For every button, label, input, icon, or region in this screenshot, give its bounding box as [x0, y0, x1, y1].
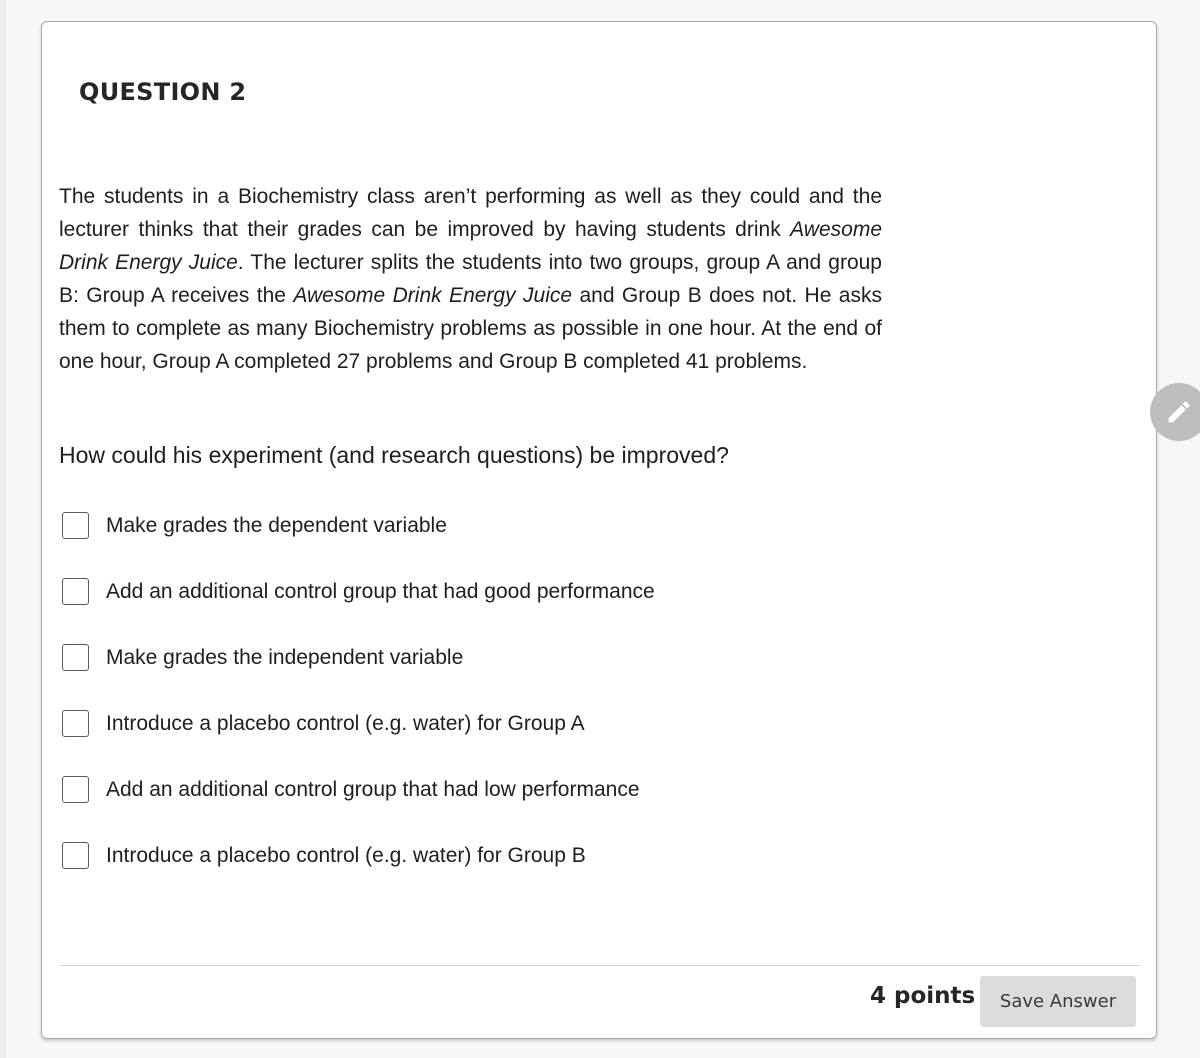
footer-divider: [59, 965, 1141, 966]
pencil-icon: [1165, 398, 1193, 426]
points-label: 4 points: [870, 983, 976, 1009]
scenario-text: The students in a Biochemistry class aren’t performing as well as they could and the lecturer thinks that their grades can be improved by having students drink: [59, 185, 882, 241]
answer-option[interactable]: [62, 770, 655, 836]
scenario-text: and Group B does not. He asks them to complete as many Biochemistry problems as possible in one hour. At the end of one hour, Group A completed 27 problems and Group B completed 41 problems.: [59, 284, 882, 373]
answer-option[interactable]: [62, 704, 655, 770]
question-prompt: How could his experiment (and research questions) be improved?: [59, 442, 729, 468]
answer-option[interactable]: [62, 572, 655, 638]
option-checkbox[interactable]: [62, 512, 89, 539]
option-checkbox[interactable]: [62, 644, 89, 671]
option-checkbox[interactable]: [62, 842, 89, 869]
left-gutter: [0, 0, 6, 1058]
option-label[interactable]: Add an additional control group that had good performance: [106, 580, 655, 603]
answer-options: [62, 506, 655, 902]
option-label[interactable]: Make grades the dependent variable: [106, 514, 447, 537]
option-checkbox[interactable]: [62, 578, 89, 605]
answer-option[interactable]: [62, 836, 655, 902]
option-checkbox[interactable]: [62, 710, 89, 737]
question-card: [41, 21, 1157, 1039]
edit-button[interactable]: [1150, 383, 1200, 441]
option-label[interactable]: Add an additional control group that had low performance: [106, 778, 640, 801]
scenario-text: . The lecturer splits the students into two groups, group A and group B: Group A receives the: [59, 251, 882, 307]
option-label[interactable]: Introduce a placebo control (e.g. water) for Group A: [106, 712, 585, 735]
option-label[interactable]: Introduce a placebo control (e.g. water) for Group B: [106, 844, 586, 867]
answer-option[interactable]: [62, 506, 655, 572]
option-label[interactable]: Make grades the independent variable: [106, 646, 464, 669]
save-answer-button[interactable]: Save Answer: [980, 976, 1136, 1027]
scenario-text-italic: Awesome Drink Energy Juice: [59, 218, 882, 274]
question-scenario: [59, 180, 882, 378]
question-title: QUESTION 2: [79, 78, 247, 106]
answer-option[interactable]: [62, 638, 655, 704]
scenario-text-italic: Awesome Drink Energy Juice: [293, 284, 573, 307]
option-checkbox[interactable]: [62, 776, 89, 803]
